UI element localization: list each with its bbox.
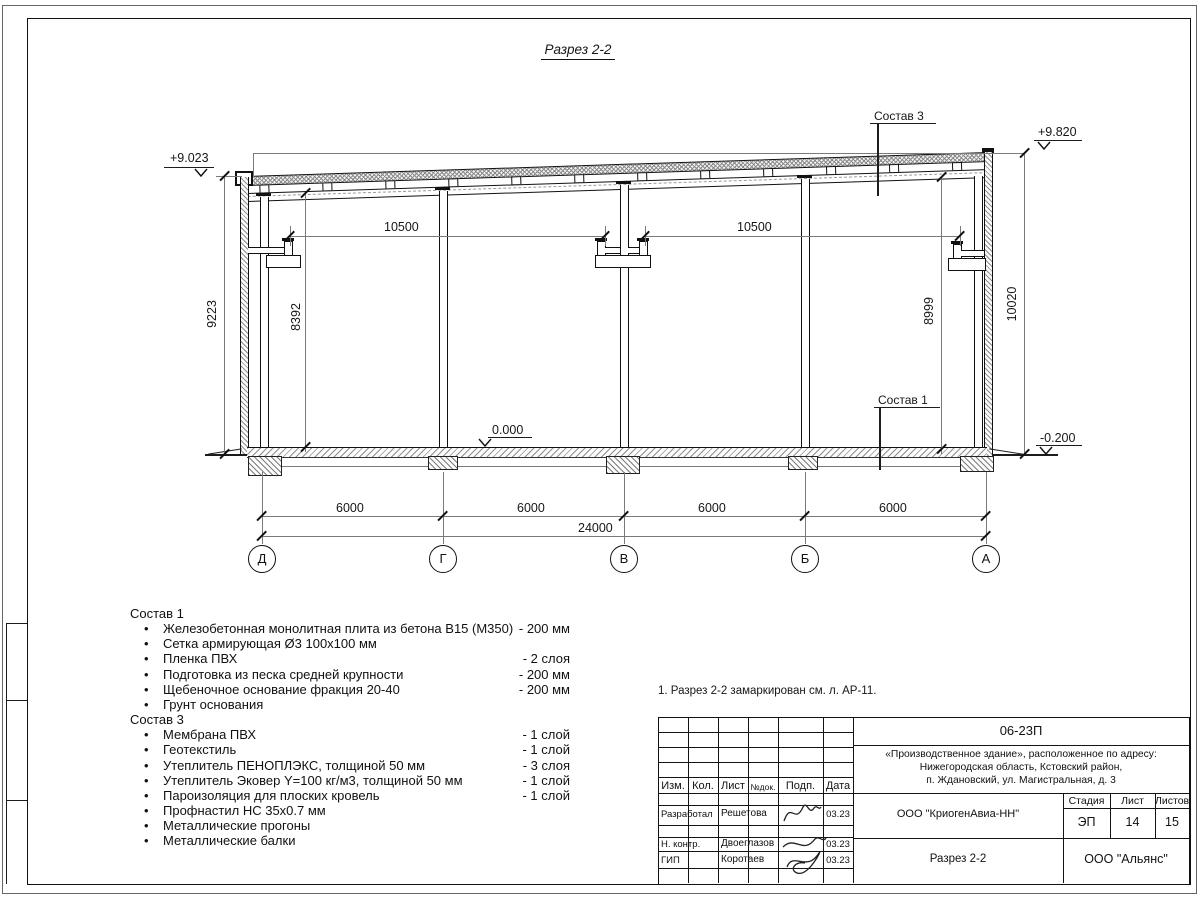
elevation-underline xyxy=(488,437,532,438)
col-header-kol: Кол. xyxy=(692,780,714,792)
list-item xyxy=(130,833,570,848)
corbel-plate xyxy=(595,255,651,268)
col-header-list: Лист xyxy=(721,780,745,792)
leader-label-floor: Состав 1 xyxy=(878,393,928,407)
composition1-header: Состав 1 xyxy=(130,606,184,621)
stamp-line xyxy=(658,747,853,748)
elevation-arrow-icon xyxy=(193,168,209,178)
corbel-arm xyxy=(605,247,620,254)
item-text: Металлические балки xyxy=(163,833,296,849)
sheets-value: 15 xyxy=(1165,815,1179,829)
list-item xyxy=(130,651,570,666)
item-text: Утеплитель ПЕНОПЛЭКС, толщиной 50 мм xyxy=(163,757,426,773)
column-cap xyxy=(435,187,450,190)
item-value: - 1 слой xyxy=(522,787,570,803)
corbel-arm xyxy=(248,247,284,254)
item-text: Утеплитель Эковер Y=100 кг/м3, толщиной 50 мм xyxy=(163,772,463,788)
company-name: ООО "Альянс" xyxy=(1084,852,1168,866)
stamp-line xyxy=(853,838,1189,839)
item-value: - 200 мм xyxy=(518,621,570,637)
project-code: 06-23П xyxy=(999,723,1043,738)
dim-line-8392 xyxy=(305,193,306,452)
list-item xyxy=(130,667,570,682)
corbel-arm xyxy=(628,247,639,254)
column-cap xyxy=(797,175,812,178)
project-address-line2: Нижегородская область, Кстовский район, xyxy=(919,762,1123,773)
column-b xyxy=(801,179,810,452)
sheet-label: Лист xyxy=(1121,795,1144,807)
bullet-icon: • xyxy=(144,727,149,743)
item-value: - 1 слой xyxy=(522,742,570,758)
list-item xyxy=(130,621,570,636)
name-gip: Коротаев xyxy=(721,854,765,865)
elevation-top-left: +9.023 xyxy=(170,151,209,165)
dim-text-8999: 8999 xyxy=(922,297,936,325)
axis-bubble-v: В xyxy=(610,545,638,573)
list-item xyxy=(130,636,570,651)
dim-line-total xyxy=(262,536,986,537)
side-stamp-divider xyxy=(6,623,27,624)
item-text: Подготовка из песка средней крупности xyxy=(163,666,404,682)
right-column xyxy=(974,176,983,452)
dim-text-bay4: 6000 xyxy=(879,501,907,515)
dim-text-span1: 10500 xyxy=(384,220,419,234)
list-item xyxy=(130,758,570,773)
stamp-line xyxy=(658,825,853,826)
foundation-block xyxy=(248,456,282,476)
side-stamp-divider xyxy=(6,800,27,801)
leader-line xyxy=(877,124,879,196)
dim-line-10020 xyxy=(1024,153,1025,455)
project-address-line1: «Производственное здание», расположенное по адресу: xyxy=(885,749,1157,760)
corbel-plate xyxy=(948,258,986,271)
elevation-below-zero: -0.200 xyxy=(1040,431,1076,445)
left-wall xyxy=(240,177,249,456)
item-text: Грунт основания xyxy=(163,696,264,712)
stamp-line xyxy=(688,717,689,883)
bullet-icon: • xyxy=(144,636,149,652)
list-item xyxy=(130,773,570,788)
dim-text-span2: 10500 xyxy=(737,220,772,234)
stamp-line xyxy=(658,732,853,733)
item-text: Металлические прогоны xyxy=(163,818,311,834)
dim-text-9223: 9223 xyxy=(205,300,219,328)
stamp-line xyxy=(853,745,1189,746)
doc-title: Разрез 2-2 xyxy=(929,853,987,865)
bullet-icon: • xyxy=(144,818,149,834)
stage-label: Стадия xyxy=(1068,795,1105,807)
stamp-line xyxy=(658,805,853,806)
dim-text-total: 24000 xyxy=(578,521,613,535)
sheets-label: Листов xyxy=(1155,795,1189,807)
extension-line xyxy=(253,153,254,177)
bullet-icon: • xyxy=(144,833,149,849)
elevation-top-right: +9.820 xyxy=(1038,125,1077,139)
axis-extension xyxy=(805,472,806,544)
column-v xyxy=(620,185,629,452)
role-developed: Разработал xyxy=(661,809,713,820)
list-item xyxy=(130,697,570,712)
axis-extension xyxy=(624,472,625,544)
side-stamp-divider xyxy=(6,700,27,701)
left-column-cap xyxy=(256,193,271,196)
sheet-title: Разрез 2-2 xyxy=(541,42,615,60)
roof-top-reference-line xyxy=(253,153,1024,154)
list-item xyxy=(130,727,570,742)
dim-text-8392: 8392 xyxy=(289,303,303,331)
bullet-icon: • xyxy=(144,803,149,819)
list-item xyxy=(130,682,570,697)
stamp-line xyxy=(658,793,853,794)
axis-bubble-d: Д xyxy=(248,545,276,573)
col-header-izm: Изм. xyxy=(661,780,685,792)
bullet-icon: • xyxy=(144,666,149,682)
corbel-arm xyxy=(961,250,984,257)
item-value: - 3 слоя xyxy=(522,757,570,773)
signature-icon xyxy=(781,799,823,827)
dim-text-bay3: 6000 xyxy=(698,501,726,515)
contractor-org: ООО "КриогенАвиа-НН" xyxy=(896,808,1020,820)
col-header-data: Дата xyxy=(825,780,851,792)
date-developed: 03.23 xyxy=(826,809,850,820)
foundation-block xyxy=(960,456,994,472)
item-value: - 200 мм xyxy=(518,666,570,682)
extension-line xyxy=(216,176,242,177)
axis-extension xyxy=(443,472,444,544)
item-value: - 2 слоя xyxy=(522,651,570,667)
foundation-block xyxy=(788,456,818,470)
dim-line-span1 xyxy=(290,236,605,237)
column-cap xyxy=(616,181,631,184)
left-column xyxy=(260,197,269,452)
bullet-icon: • xyxy=(144,742,149,758)
stamp-line xyxy=(658,777,853,778)
leader-line xyxy=(879,408,881,470)
leader-underline xyxy=(870,123,936,124)
list-item xyxy=(130,788,570,803)
elevation-arrow-icon xyxy=(1038,446,1054,456)
stamp-line xyxy=(1063,808,1189,809)
side-stamp-line xyxy=(6,623,7,884)
dim-line-8999 xyxy=(941,177,942,454)
dim-text-bay2: 6000 xyxy=(517,501,545,515)
stamp-line xyxy=(658,762,853,763)
role-gip: ГИП xyxy=(661,855,680,866)
signature-icon xyxy=(779,833,829,879)
foundation-block xyxy=(606,456,640,474)
item-text: Пленка ПВХ xyxy=(163,651,238,667)
drawing-note: 1. Разрез 2-2 замаркирован см. л. АР-11. xyxy=(658,685,877,697)
item-text: Сетка армирующая Ø3 100х100 мм xyxy=(163,636,377,652)
name-developed: Решетова xyxy=(721,808,767,819)
project-address-line3: п. Ждановский, ул. Магистральная, д. 3 xyxy=(926,775,1116,786)
column-g xyxy=(439,191,448,452)
composition-lists xyxy=(130,606,570,849)
item-text: Щебеночное основание фракция 20-40 xyxy=(163,681,400,697)
date-ncontrol: 03.23 xyxy=(826,839,850,850)
dim-text-bay1: 6000 xyxy=(336,501,364,515)
foundation-block xyxy=(428,456,458,470)
corbel-plate xyxy=(266,255,301,268)
bullet-icon: • xyxy=(144,651,149,667)
axis-bubble-b: Б xyxy=(791,545,819,573)
col-header-podp: Подп. xyxy=(785,780,816,792)
item-value: - 200 мм xyxy=(518,681,570,697)
stamp-line xyxy=(718,717,719,883)
dim-line-span2 xyxy=(645,236,960,237)
role-ncontrol: Н. контр. xyxy=(661,839,701,850)
dim-line-9223 xyxy=(224,176,225,454)
elevation-arrow-icon xyxy=(1036,141,1052,151)
axis-bubble-g: Г xyxy=(429,545,457,573)
bullet-icon: • xyxy=(144,621,149,637)
list-item xyxy=(130,742,570,757)
item-text: Железобетонная монолитная плита из бетона В15 (М350) xyxy=(163,621,514,637)
item-value: - 1 слой xyxy=(522,772,570,788)
item-text: Профнастил НС 35х0.7 мм xyxy=(163,803,326,819)
axis-bubble-a: А xyxy=(972,545,1000,573)
composition3-header: Состав 3 xyxy=(130,712,184,728)
list-item xyxy=(130,803,570,818)
dim-text-10020: 10020 xyxy=(1005,286,1019,322)
bullet-icon: • xyxy=(144,772,149,788)
item-text: Мембрана ПВХ xyxy=(163,727,257,743)
item-text: Геотекстиль xyxy=(163,742,237,758)
list-item xyxy=(130,818,570,833)
stage-value: ЭП xyxy=(1077,815,1096,829)
leader-label-roof: Состав 3 xyxy=(874,109,924,123)
name-ncontrol: Двоеглазов xyxy=(721,838,775,849)
item-text: Пароизоляция для плоских кровель xyxy=(163,787,380,803)
date-gip: 03.23 xyxy=(826,855,850,866)
bullet-icon: • xyxy=(144,787,149,803)
right-wall xyxy=(984,152,993,458)
elevation-arrow-icon xyxy=(477,438,493,448)
sheet-value: 14 xyxy=(1125,815,1140,829)
item-value: - 1 слой xyxy=(522,727,570,743)
bullet-icon: • xyxy=(144,696,149,712)
leader-underline xyxy=(874,407,940,408)
bullet-icon: • xyxy=(144,757,149,773)
bullet-icon: • xyxy=(144,681,149,697)
col-header-ndok: №док. xyxy=(750,782,776,792)
elevation-zero: 0.000 xyxy=(492,423,524,437)
